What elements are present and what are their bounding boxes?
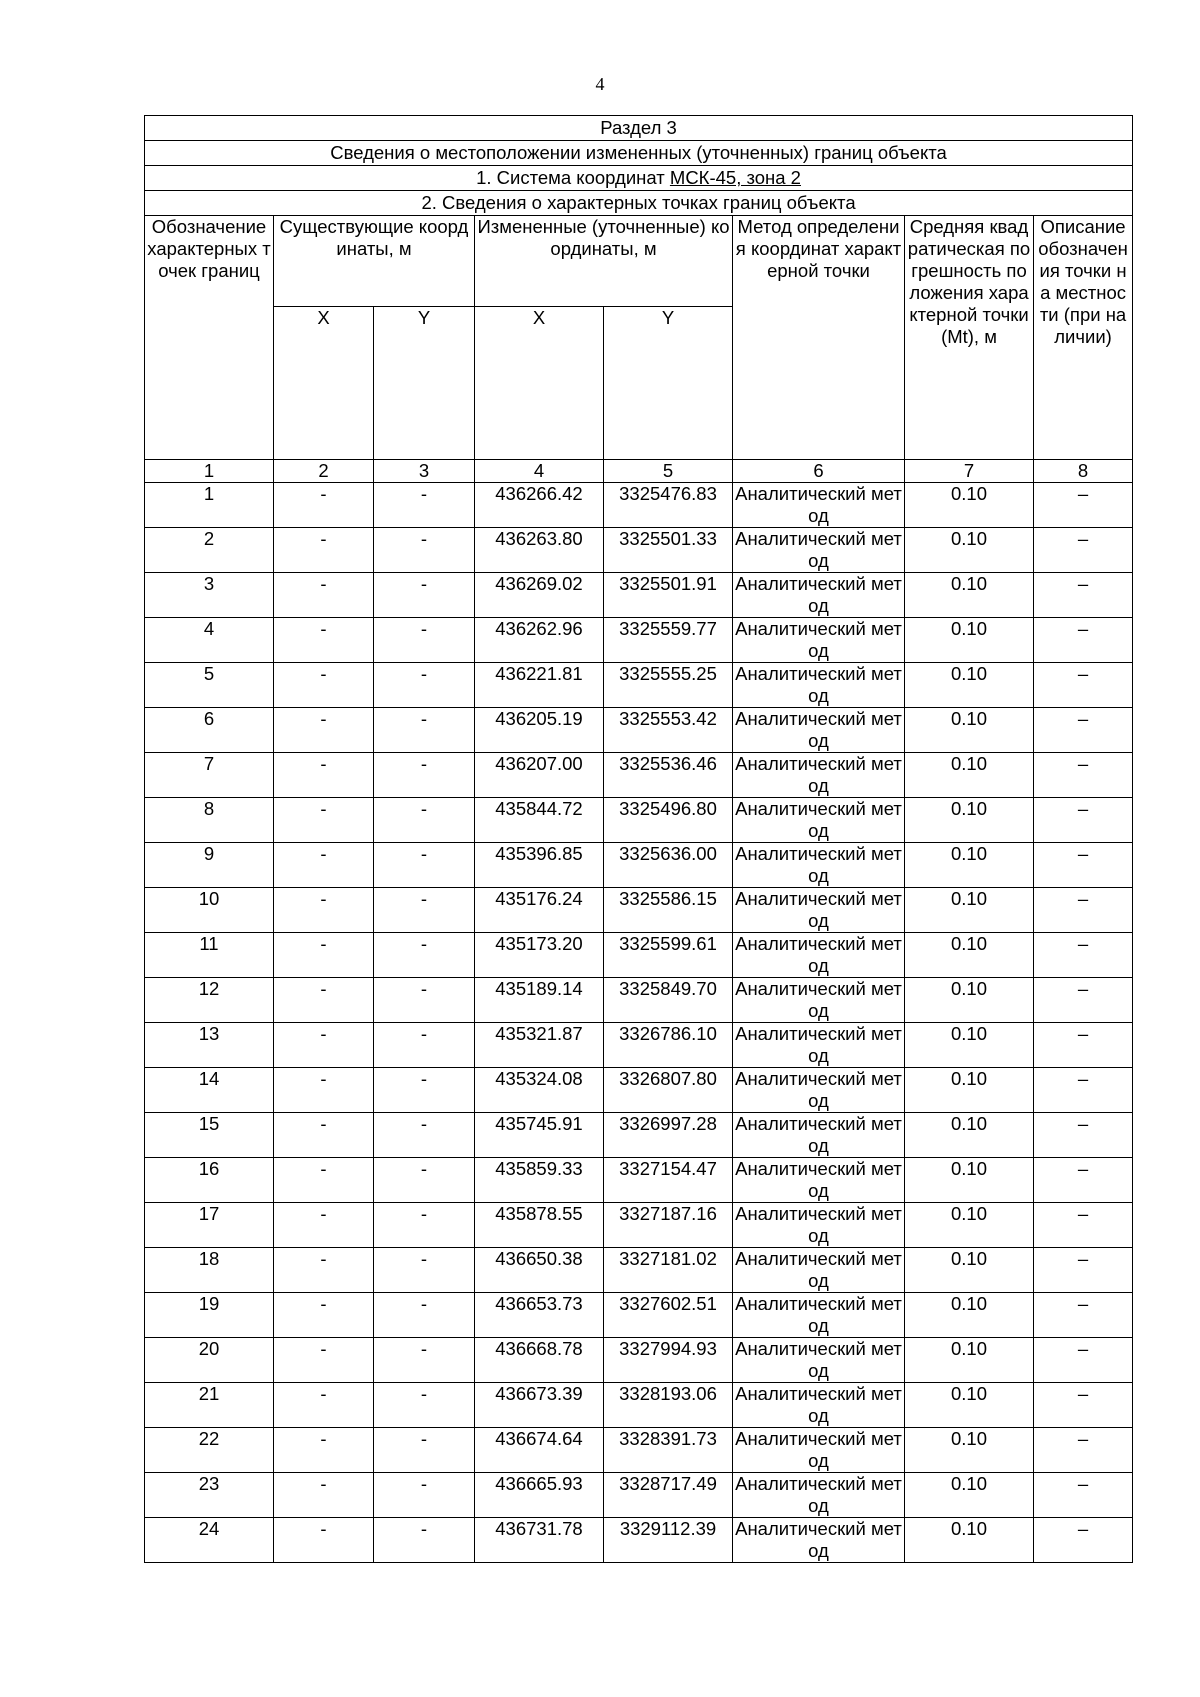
point-number-cell: 8 [145, 798, 274, 843]
existing-y-cell: - [374, 483, 475, 528]
existing-y-cell: - [374, 1158, 475, 1203]
error-cell: 0.10 [905, 1023, 1034, 1068]
method-cell: Аналитический метод [733, 933, 905, 978]
changed-x-cell: 436674.64 [475, 1428, 604, 1473]
existing-y-cell: - [374, 1428, 475, 1473]
error-cell: 0.10 [905, 798, 1034, 843]
method-cell: Аналитический метод [733, 573, 905, 618]
error-cell: 0.10 [905, 1203, 1034, 1248]
table-row [145, 663, 1133, 708]
existing-x-cell: - [274, 483, 374, 528]
point-number-cell: 1 [145, 483, 274, 528]
changed-y-cell: 3325476.83 [604, 483, 733, 528]
existing-x-cell: - [274, 1203, 374, 1248]
header-description: Описание обозначения точки на местности (при наличии) [1034, 216, 1133, 460]
method-cell: Аналитический метод [733, 708, 905, 753]
existing-x-cell: - [274, 573, 374, 618]
description-cell: – [1034, 1383, 1133, 1428]
changed-x-cell: 435173.20 [475, 933, 604, 978]
changed-x-cell: 436263.80 [475, 528, 604, 573]
table-row [145, 1203, 1133, 1248]
description-cell: – [1034, 1158, 1133, 1203]
error-cell: 0.10 [905, 1158, 1034, 1203]
existing-y-cell: - [374, 708, 475, 753]
description-cell: – [1034, 1293, 1133, 1338]
error-cell: 0.10 [905, 708, 1034, 753]
existing-y-cell: - [374, 1068, 475, 1113]
existing-y-cell: - [374, 573, 475, 618]
method-cell: Аналитический метод [733, 1518, 905, 1563]
existing-y-cell: - [374, 1293, 475, 1338]
table-row [145, 1518, 1133, 1563]
boundary-points-table [144, 115, 1133, 1563]
existing-x-cell: - [274, 1248, 374, 1293]
changed-y-cell: 3326807.80 [604, 1068, 733, 1113]
changed-y-cell: 3327154.47 [604, 1158, 733, 1203]
method-cell: Аналитический метод [733, 1293, 905, 1338]
changed-y-cell: 3325496.80 [604, 798, 733, 843]
header-point-designation: Обозначение характерных точек границ [145, 216, 274, 460]
changed-y-cell: 3326786.10 [604, 1023, 733, 1068]
point-number-cell: 2 [145, 528, 274, 573]
method-cell: Аналитический метод [733, 798, 905, 843]
section-title: Раздел 3 [145, 116, 1133, 141]
changed-y-cell: 3327602.51 [604, 1293, 733, 1338]
existing-y-cell: - [374, 618, 475, 663]
method-cell: Аналитический метод [733, 483, 905, 528]
column-number: 2 [274, 460, 374, 483]
error-cell: 0.10 [905, 933, 1034, 978]
changed-y-cell: 3325553.42 [604, 708, 733, 753]
column-numbers-row [145, 460, 1133, 483]
error-cell: 0.10 [905, 483, 1034, 528]
existing-x-cell: - [274, 1428, 374, 1473]
point-number-cell: 7 [145, 753, 274, 798]
column-number: 5 [604, 460, 733, 483]
point-number-cell: 3 [145, 573, 274, 618]
method-cell: Аналитический метод [733, 843, 905, 888]
existing-x-cell: - [274, 978, 374, 1023]
error-cell: 0.10 [905, 1338, 1034, 1383]
changed-x-cell: 436262.96 [475, 618, 604, 663]
table-row [145, 528, 1133, 573]
existing-y-cell: - [374, 1383, 475, 1428]
error-cell: 0.10 [905, 1293, 1034, 1338]
changed-y-cell: 3325559.77 [604, 618, 733, 663]
changed-x-cell: 436668.78 [475, 1338, 604, 1383]
table-row [145, 1248, 1133, 1293]
header-mean-square-error: Средняя квадратическая погрешность положения характерной точки (Mt), м [905, 216, 1034, 460]
point-number-cell: 18 [145, 1248, 274, 1293]
method-cell: Аналитический метод [733, 1383, 905, 1428]
existing-x-cell: - [274, 528, 374, 573]
point-number-cell: 6 [145, 708, 274, 753]
error-cell: 0.10 [905, 1473, 1034, 1518]
error-cell: 0.10 [905, 978, 1034, 1023]
description-cell: – [1034, 843, 1133, 888]
changed-y-cell: 3327181.02 [604, 1248, 733, 1293]
changed-x-cell: 436207.00 [475, 753, 604, 798]
existing-x-cell: - [274, 1383, 374, 1428]
method-cell: Аналитический метод [733, 1023, 905, 1068]
table-row [145, 1158, 1133, 1203]
changed-x-cell: 435878.55 [475, 1203, 604, 1248]
point-number-cell: 23 [145, 1473, 274, 1518]
point-number-cell: 19 [145, 1293, 274, 1338]
table-row [145, 708, 1133, 753]
method-cell: Аналитический метод [733, 1068, 905, 1113]
description-cell: – [1034, 1428, 1133, 1473]
column-number: 1 [145, 460, 274, 483]
existing-x-cell: - [274, 1338, 374, 1383]
point-number-cell: 20 [145, 1338, 274, 1383]
header-existing-y: Y [374, 307, 475, 460]
changed-x-cell: 436269.02 [475, 573, 604, 618]
point-number-cell: 24 [145, 1518, 274, 1563]
description-cell: – [1034, 1023, 1133, 1068]
existing-x-cell: - [274, 1113, 374, 1158]
description-cell: – [1034, 483, 1133, 528]
existing-y-cell: - [374, 1113, 475, 1158]
existing-x-cell: - [274, 1293, 374, 1338]
table-row [145, 1293, 1133, 1338]
changed-x-cell: 436650.38 [475, 1248, 604, 1293]
existing-x-cell: - [274, 1518, 374, 1563]
method-cell: Аналитический метод [733, 888, 905, 933]
coordinate-system [145, 166, 1133, 191]
existing-x-cell: - [274, 618, 374, 663]
table-row [145, 978, 1133, 1023]
error-cell: 0.10 [905, 888, 1034, 933]
changed-y-cell: 3325599.61 [604, 933, 733, 978]
changed-y-cell: 3325536.46 [604, 753, 733, 798]
existing-y-cell: - [374, 663, 475, 708]
description-cell: – [1034, 1518, 1133, 1563]
description-cell: – [1034, 933, 1133, 978]
page-number: 4 [595, 74, 605, 94]
description-cell: – [1034, 1338, 1133, 1383]
changed-x-cell: 436673.39 [475, 1383, 604, 1428]
changed-x-cell: 435745.91 [475, 1113, 604, 1158]
description-cell: – [1034, 978, 1133, 1023]
changed-x-cell: 436221.81 [475, 663, 604, 708]
error-cell: 0.10 [905, 528, 1034, 573]
description-cell: – [1034, 1113, 1133, 1158]
description-cell: – [1034, 708, 1133, 753]
existing-x-cell: - [274, 843, 374, 888]
table-row [145, 888, 1133, 933]
changed-y-cell: 3328391.73 [604, 1428, 733, 1473]
header-existing-coordinates: Существующие координаты, м [274, 216, 475, 307]
description-cell: – [1034, 1068, 1133, 1113]
error-cell: 0.10 [905, 753, 1034, 798]
existing-x-cell: - [274, 1023, 374, 1068]
column-number: 6 [733, 460, 905, 483]
method-cell: Аналитический метод [733, 1203, 905, 1248]
existing-y-cell: - [374, 1473, 475, 1518]
description-cell: – [1034, 618, 1133, 663]
description-cell: – [1034, 888, 1133, 933]
existing-y-cell: - [374, 1248, 475, 1293]
description-cell: – [1034, 573, 1133, 618]
coordinate-system-prefix: 1. Система координат [476, 167, 670, 188]
changed-x-cell: 435396.85 [475, 843, 604, 888]
point-number-cell: 10 [145, 888, 274, 933]
changed-x-cell: 436205.19 [475, 708, 604, 753]
error-cell: 0.10 [905, 1248, 1034, 1293]
method-cell: Аналитический метод [733, 978, 905, 1023]
description-cell: – [1034, 1248, 1133, 1293]
method-cell: Аналитический метод [733, 1113, 905, 1158]
changed-x-cell: 435321.87 [475, 1023, 604, 1068]
table-row [145, 1113, 1133, 1158]
changed-y-cell: 3326997.28 [604, 1113, 733, 1158]
error-cell: 0.10 [905, 843, 1034, 888]
point-number-cell: 13 [145, 1023, 274, 1068]
error-cell: 0.10 [905, 1113, 1034, 1158]
method-cell: Аналитический метод [733, 663, 905, 708]
coordinate-system-name: МСК-45, зона 2 [669, 167, 801, 188]
method-cell: Аналитический метод [733, 753, 905, 798]
table-row [145, 843, 1133, 888]
table-row [145, 618, 1133, 663]
existing-y-cell: - [374, 1338, 475, 1383]
method-cell: Аналитический метод [733, 528, 905, 573]
description-cell: – [1034, 753, 1133, 798]
error-cell: 0.10 [905, 663, 1034, 708]
existing-y-cell: - [374, 888, 475, 933]
point-number-cell: 9 [145, 843, 274, 888]
existing-y-cell: - [374, 933, 475, 978]
changed-y-cell: 3325501.91 [604, 573, 733, 618]
header-method: Метод определения координат характерной точки [733, 216, 905, 460]
point-number-cell: 12 [145, 978, 274, 1023]
header-changed-coordinates: Измененные (уточненные) координаты, м [475, 216, 733, 307]
error-cell: 0.10 [905, 618, 1034, 663]
error-cell: 0.10 [905, 1518, 1034, 1563]
error-cell: 0.10 [905, 1428, 1034, 1473]
changed-y-cell: 3328193.06 [604, 1383, 733, 1428]
existing-x-cell: - [274, 1068, 374, 1113]
changed-y-cell: 3327994.93 [604, 1338, 733, 1383]
point-number-cell: 22 [145, 1428, 274, 1473]
table-row [145, 798, 1133, 843]
changed-y-cell: 3328717.49 [604, 1473, 733, 1518]
table-row [145, 1023, 1133, 1068]
existing-x-cell: - [274, 798, 374, 843]
changed-x-cell: 435176.24 [475, 888, 604, 933]
existing-x-cell: - [274, 1158, 374, 1203]
existing-y-cell: - [374, 798, 475, 843]
point-number-cell: 14 [145, 1068, 274, 1113]
changed-y-cell: 3325586.15 [604, 888, 733, 933]
header-changed-x: X [475, 307, 604, 460]
description-cell: – [1034, 1203, 1133, 1248]
existing-y-cell: - [374, 1518, 475, 1563]
table-row [145, 1473, 1133, 1518]
table-row [145, 483, 1133, 528]
table-row [145, 1428, 1133, 1473]
point-number-cell: 21 [145, 1383, 274, 1428]
changed-y-cell: 3327187.16 [604, 1203, 733, 1248]
description-cell: – [1034, 798, 1133, 843]
changed-y-cell: 3325501.33 [604, 528, 733, 573]
header-changed-y: Y [604, 307, 733, 460]
error-cell: 0.10 [905, 573, 1034, 618]
method-cell: Аналитический метод [733, 1338, 905, 1383]
existing-y-cell: - [374, 1203, 475, 1248]
point-number-cell: 5 [145, 663, 274, 708]
changed-x-cell: 436653.73 [475, 1293, 604, 1338]
error-cell: 0.10 [905, 1383, 1034, 1428]
changed-y-cell: 3325849.70 [604, 978, 733, 1023]
point-number-cell: 11 [145, 933, 274, 978]
table-row [145, 933, 1133, 978]
points-title: 2. Сведения о характерных точках границ объекта [145, 191, 1133, 216]
method-cell: Аналитический метод [733, 1473, 905, 1518]
existing-x-cell: - [274, 1473, 374, 1518]
changed-x-cell: 435324.08 [475, 1068, 604, 1113]
table-row [145, 1338, 1133, 1383]
point-number-cell: 16 [145, 1158, 274, 1203]
existing-x-cell: - [274, 888, 374, 933]
changed-x-cell: 436731.78 [475, 1518, 604, 1563]
existing-x-cell: - [274, 663, 374, 708]
table-row [145, 753, 1133, 798]
description-cell: – [1034, 663, 1133, 708]
table-row [145, 1068, 1133, 1113]
error-cell: 0.10 [905, 1068, 1034, 1113]
existing-y-cell: - [374, 528, 475, 573]
changed-x-cell: 435189.14 [475, 978, 604, 1023]
existing-y-cell: - [374, 978, 475, 1023]
existing-x-cell: - [274, 708, 374, 753]
point-number-cell: 4 [145, 618, 274, 663]
existing-x-cell: - [274, 753, 374, 798]
changed-y-cell: 3329112.39 [604, 1518, 733, 1563]
column-number: 4 [475, 460, 604, 483]
section-subtitle: Сведения о местоположении измененных (уточненных) границ объекта [145, 141, 1133, 166]
method-cell: Аналитический метод [733, 1158, 905, 1203]
description-cell: – [1034, 1473, 1133, 1518]
method-cell: Аналитический метод [733, 1428, 905, 1473]
header-existing-x: X [274, 307, 374, 460]
column-number: 8 [1034, 460, 1133, 483]
changed-x-cell: 436665.93 [475, 1473, 604, 1518]
description-cell: – [1034, 528, 1133, 573]
existing-y-cell: - [374, 753, 475, 798]
existing-y-cell: - [374, 1023, 475, 1068]
existing-x-cell: - [274, 933, 374, 978]
table-row [145, 1383, 1133, 1428]
changed-y-cell: 3325555.25 [604, 663, 733, 708]
point-number-cell: 17 [145, 1203, 274, 1248]
method-cell: Аналитический метод [733, 618, 905, 663]
column-number: 7 [905, 460, 1034, 483]
changed-x-cell: 435859.33 [475, 1158, 604, 1203]
existing-y-cell: - [374, 843, 475, 888]
point-number-cell: 15 [145, 1113, 274, 1158]
column-number: 3 [374, 460, 475, 483]
table-row [145, 573, 1133, 618]
changed-y-cell: 3325636.00 [604, 843, 733, 888]
changed-x-cell: 435844.72 [475, 798, 604, 843]
changed-x-cell: 436266.42 [475, 483, 604, 528]
method-cell: Аналитический метод [733, 1248, 905, 1293]
